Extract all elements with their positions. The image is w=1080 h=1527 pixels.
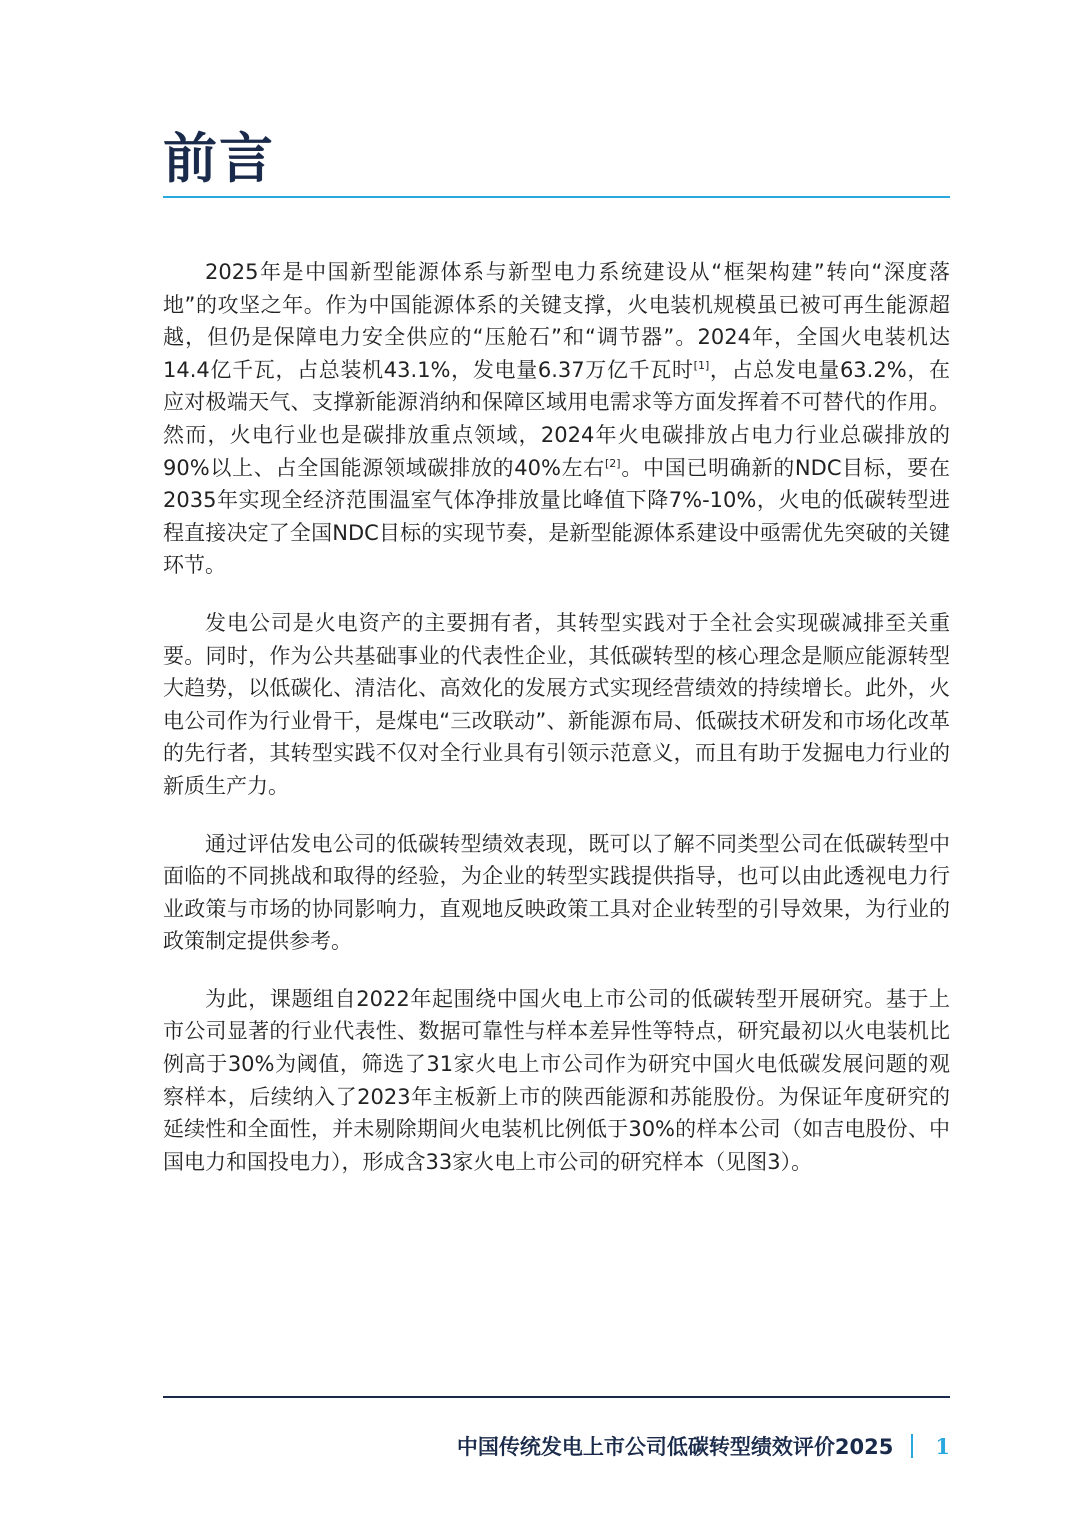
footnote-reference: [2] <box>605 456 621 470</box>
page-title: 前言 <box>163 127 275 190</box>
footer-divider <box>163 1396 950 1398</box>
footnote-reference: [1] <box>693 358 710 372</box>
footer-separator <box>911 1434 913 1458</box>
paragraph-text: 2025年是中国新型能源体系与新型电力系统建设从“框架构建”转向“深度落地”的攻坚之年。作为中国能源体系的关键支撑，火电装机规模虽已被可再生能源超越，但仍是保障电力安全供应的“压舱石”和“调节器”。2024年，全国火电装机达14.4亿千瓦，占总装机43.1%，发电量6.37万亿千瓦时 <box>163 260 950 382</box>
paragraph-2 <box>163 607 950 803</box>
paragraph-text: 发电公司是火电资产的主要拥有者，其转型实践对于全社会实现碳减排至关重要。同时，作为公共基础事业的代表性企业，其低碳转型的核心理念是顺应能源转型大趋势，以低碳化、清洁化、高效化的发展方式实现经营绩效的持续增长。此外，火电公司作为行业骨干，是煤电“三改联动”、新能源布局、低碳技术研发和市场化改革的先行者，其转型实践不仅对全行业具有引领示范意义，而且有助于发掘电力行业的新质生产力。 <box>163 610 950 798</box>
paragraph-4 <box>163 983 950 1179</box>
page-number: 1 <box>935 1433 950 1459</box>
paragraph-1 <box>163 256 950 582</box>
footer-report-title: 中国传统发电上市公司低碳转型绩效评价2025 <box>456 1435 894 1459</box>
paragraph-text: 通过评估发电公司的低碳转型绩效表现，既可以了解不同类型公司在低碳转型中面临的不同挑战和取得的经验，为企业的转型实践提供指导，也可以由此透视电力行业政策与市场的协同影响力，直观地反映政策工具对企业转型的引导效果，为行业的政策制定提供参考。 <box>163 831 950 954</box>
title-divider <box>163 196 950 198</box>
paragraph-text: ，占总发电量63.2%，在应对极端天气、支撑新能源消纳和保障区域用电需求等方面发挥着不可替代的作用。然而，火电行业也是碳排放重点领域，2024年火电碳排放占电力行业总碳排放的90%以上、占全国能源领域碳排放的40%左右 <box>163 357 950 480</box>
body-text <box>163 256 950 1203</box>
paragraph-text: 。中国已明确新的NDC目标，要在2035年实现全经济范围温室气体净排放量比峰值下降7%-10%，火电的低碳转型进程直接决定了全国NDC目标的实现节奏，是新型能源体系建设中亟需优先突破的关键环节。 <box>163 455 950 578</box>
paragraph-3 <box>163 828 950 958</box>
page-footer <box>457 1431 950 1461</box>
paragraph-text: 为此，课题组自2022年起围绕中国火电上市公司的低碳转型开展研究。基于上市公司显著的行业代表性、数据可靠性与样本差异性等特点，研究最初以火电装机比例高于30%为阈值，筛选了31家火电上市公司作为研究中国火电低碳发展问题的观察样本，后续纳入了2023年主板新上市的陕西能源和苏能股份。为保证年度研究的延续性和全面性，并未剔除期间火电装机比例低于30%的样本公司（如吉电股份、中国电力和国投电力），形成含33家火电上市公司的研究样本（见图3）。 <box>163 986 950 1174</box>
